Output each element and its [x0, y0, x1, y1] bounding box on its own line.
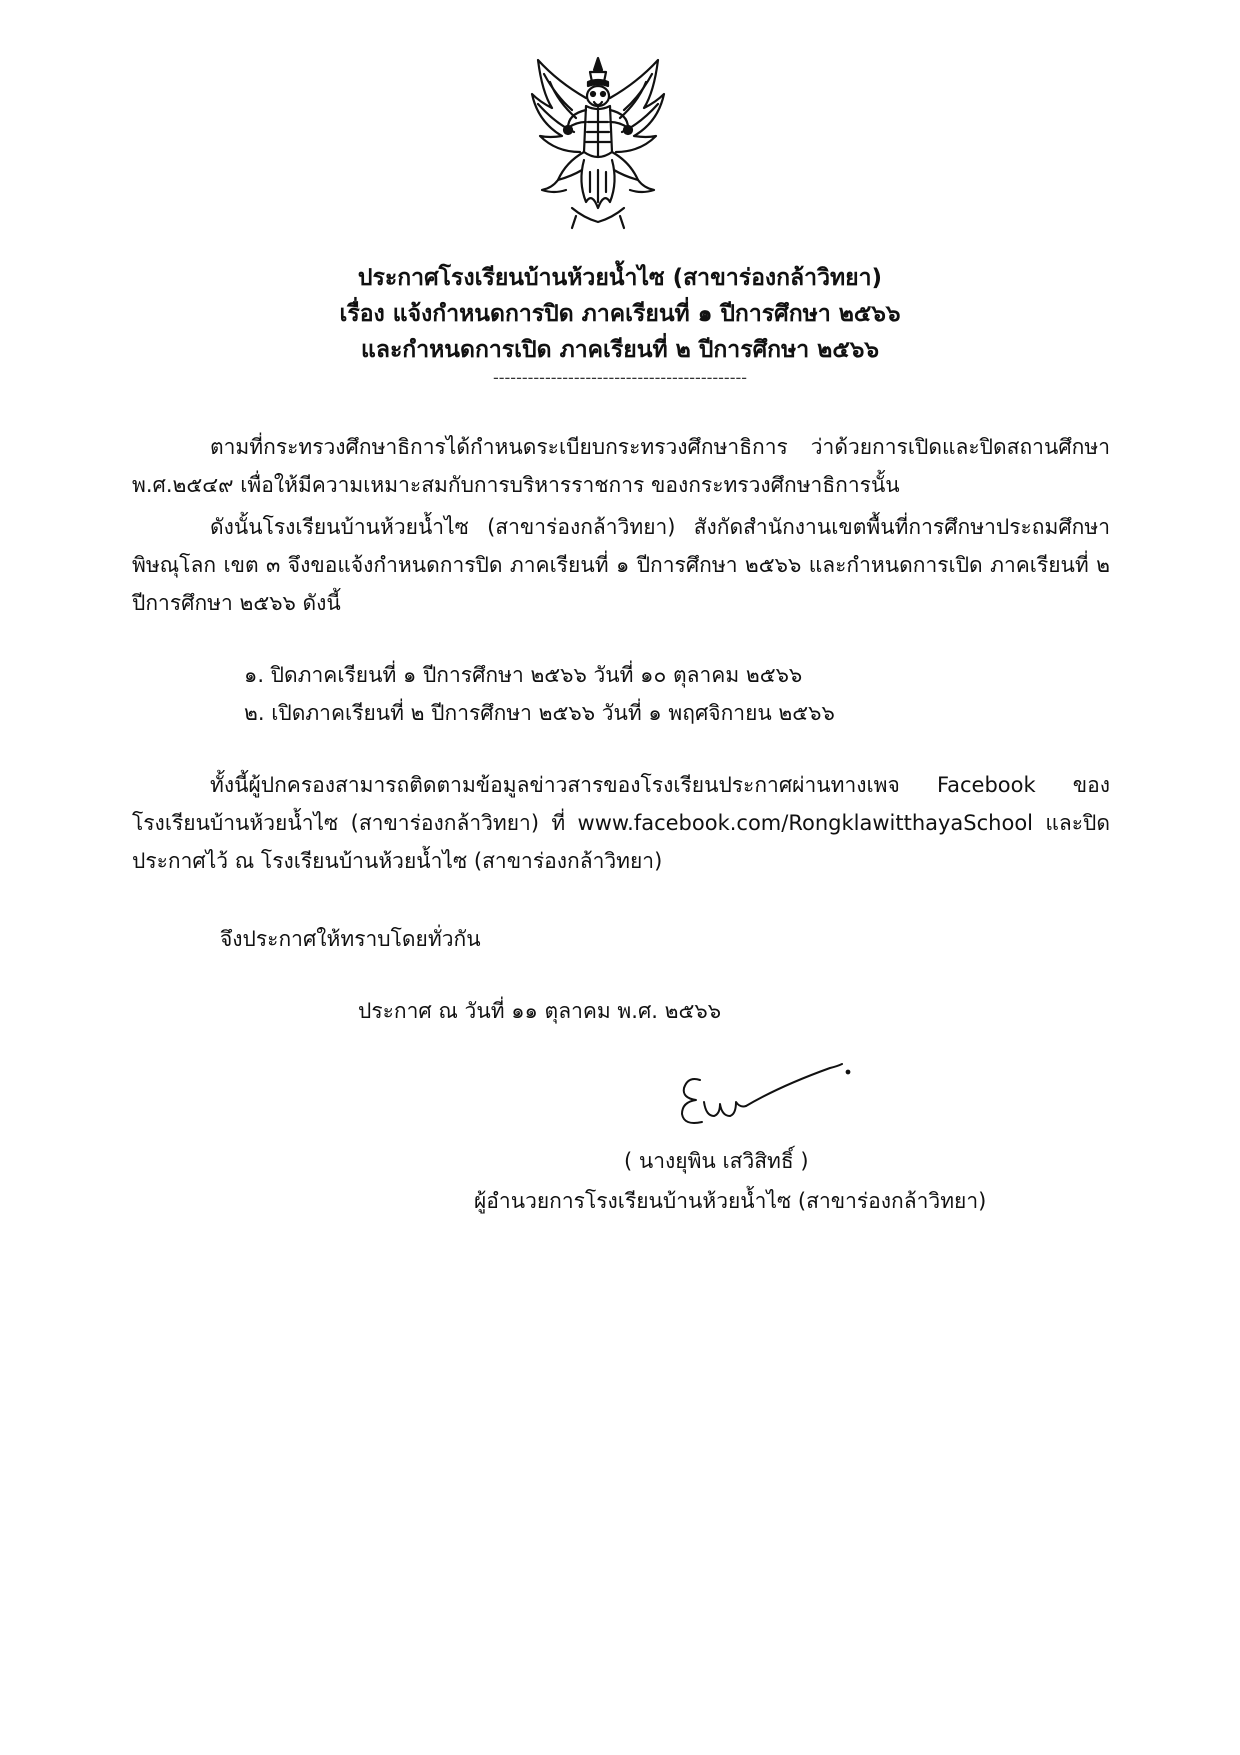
- garuda-emblem-icon: [528, 52, 668, 232]
- announcement-subject: เรื่อง แจ้งกำหนดการปิด ภาคเรียนที่ ๑ ปีการศึกษา ๒๕๖๖: [339, 301, 901, 327]
- announcement-subject-continued: และกำหนดการเปิด ภาคเรียนที่ ๒ ปีการศึกษา ๒๕๖๖: [361, 337, 879, 363]
- header-divider: --------------------------------------------: [492, 368, 748, 387]
- signer-position: ผู้อำนวยการโรงเรียนบ้านห้วยน้ำไซ (สาขาร่องกล้าวิทยา): [474, 1189, 987, 1213]
- list-item: ๑. ปิดภาคเรียนที่ ๑ ปีการศึกษา ๒๕๖๖ วันที่ ๑๐ ตุลาคม ๒๕๖๖: [244, 663, 803, 687]
- body-paragraph-2: ดังนั้นโรงเรียนบ้านห้วยน้ำไซ (สาขาร่องกล้าวิทยา) สังกัดสำนักงานเขตพื้นที่การศึกษาประถมศึกษาพิษณุโลก เขต ๓ จึงขอแจ้งกำหนดการปิด ภาคเรียนที่ ๑ ปีการศึกษา ๒๕๖๖ และกำหนดการเปิด ภาคเรียนที่ ๒ ปีการศึกษา ๒๕๖๖ ดังนี้: [132, 515, 1110, 615]
- handwritten-signature: [670, 1046, 870, 1136]
- list-item: ๒. เปิดภาคเรียนที่ ๒ ปีการศึกษา ๒๕๖๖ วันที่ ๑ พฤศจิกายน ๒๕๖๖: [244, 701, 835, 725]
- body-paragraph-1: ตามที่กระทรวงศึกษาธิการได้กำหนดระเบียบกระทรวงศึกษาธิการ ว่าด้วยการเปิดและปิดสถานศึกษา พ.ศ.๒๕๔๙ เพื่อให้มีความเหมาะสมกับการบริหารราชการ ของกระทรวงศึกษาธิการนั้น: [132, 435, 1110, 497]
- announcement-header: [0, 260, 1240, 388]
- schedule-list: [244, 656, 835, 732]
- announcement-date: ประกาศ ณ วันที่ ๑๑ ตุลาคม พ.ศ. ๒๕๖๖: [358, 999, 722, 1023]
- announcement-title: ประกาศโรงเรียนบ้านห้วยน้ำไซ (สาขาร่องกล้าวิทยา): [357, 265, 883, 291]
- body-paragraph-3: ทั้งนี้ผู้ปกครองสามารถติดตามข้อมูลข่าวสารของโรงเรียนประกาศผ่านทางเพจ Facebook ของ โรงเรียนบ้านห้วยน้ำไซ (สาขาร่องกล้าวิทยา) ที่ www.facebook.com/RongklawitthayaSchool และปิดประกาศไว้ ณ โรงเรียนบ้านห้วยน้ำไซ (สาขาร่องกล้าวิทยา): [132, 773, 1110, 873]
- closing-statement: จึงประกาศให้ทราบโดยทั่วกัน: [220, 927, 481, 951]
- signer-name: ( นางยุพิน เสวิสิทธิ์ ): [624, 1149, 809, 1173]
